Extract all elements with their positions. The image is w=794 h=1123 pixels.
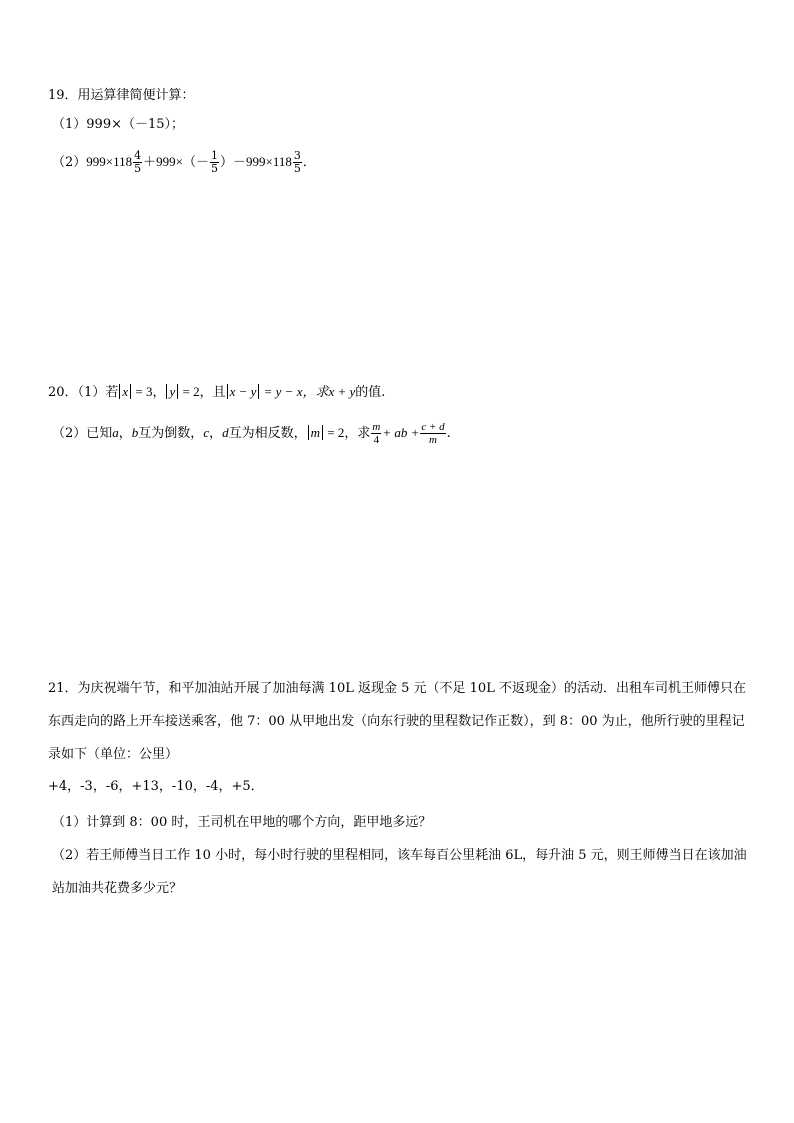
q20-part1: 20．（1）若 x = 3， y = 2，且 x − y = y − x，求x + y的值.	[48, 384, 386, 400]
q19-part2-term-b: ＋999×（－	[143, 154, 209, 169]
q19-part2-term-c: ）－999×118	[219, 154, 292, 169]
fraction-3-5: $\frac{3}{5}$	[293, 149, 301, 175]
q21-part1: （1）计算到 8：00 时，王司机在甲地的哪个方向，距甲地多远？	[52, 815, 432, 830]
abs-y: y	[166, 384, 178, 399]
q21-part2: （2）若王师傅当日工作 10 小时，每小时行驶的里程相同，该车每百公里耗油 6L，每升油 5 元，则王师傅当日在该加油站加油共花费多少元？	[52, 848, 747, 896]
q19-part1: （1）999×（－15）；	[52, 117, 185, 132]
q19-title: 19．用运算律简便计算：	[48, 88, 195, 103]
q21-record: +4，-3，-6，+13，-10，-4，+5．	[48, 779, 264, 794]
fraction-m-4: $\frac{m}{4}$	[372, 421, 381, 446]
q19-part2: （2）999×118 $\frac{4}{5}$ ＋999×（－ $\frac{1}{5}$ ）－999×118 $\frac{3}{5}$ ．	[52, 149, 316, 175]
q21-intro: 21．为庆祝端午节，和平加油站开展了加油每满 10L 返现金 5 元（不足 10L 不返现金）的活动．出租车司机王师傅只在东西走向的路上开车接送乘客，他 7：00 从甲地出发（向东行驶的里程数记作正数），到 8：00 为止，他所行驶的里程记录如下（单位：公里）	[48, 681, 746, 762]
fraction-c-plus-d-over-m: $\frac{c + d}{m}$	[421, 421, 445, 446]
abs-m: m	[308, 425, 323, 440]
q20-part2-label: （2）已知	[52, 426, 113, 441]
abs-x: x	[119, 384, 131, 399]
fraction-4-5: $\frac{4}{5}$	[134, 149, 142, 175]
fraction-1-5: $\frac{1}{5}$	[210, 149, 218, 175]
q20-part2: （2）已知a，b互为倒数，c，d互为相反数， m = 2，求 $\frac{m}{4}$ + ab + $\frac{c + d}{m}$ .	[52, 421, 451, 446]
q20-part1-label: 20．（1）若	[48, 385, 119, 400]
abs-x-minus-y: x − y	[227, 384, 260, 399]
q19-part2-label: （2）	[52, 155, 87, 170]
q19-part2-term-a: 999×118	[86, 154, 133, 169]
expr-x-plus-y: x + y	[328, 384, 356, 399]
